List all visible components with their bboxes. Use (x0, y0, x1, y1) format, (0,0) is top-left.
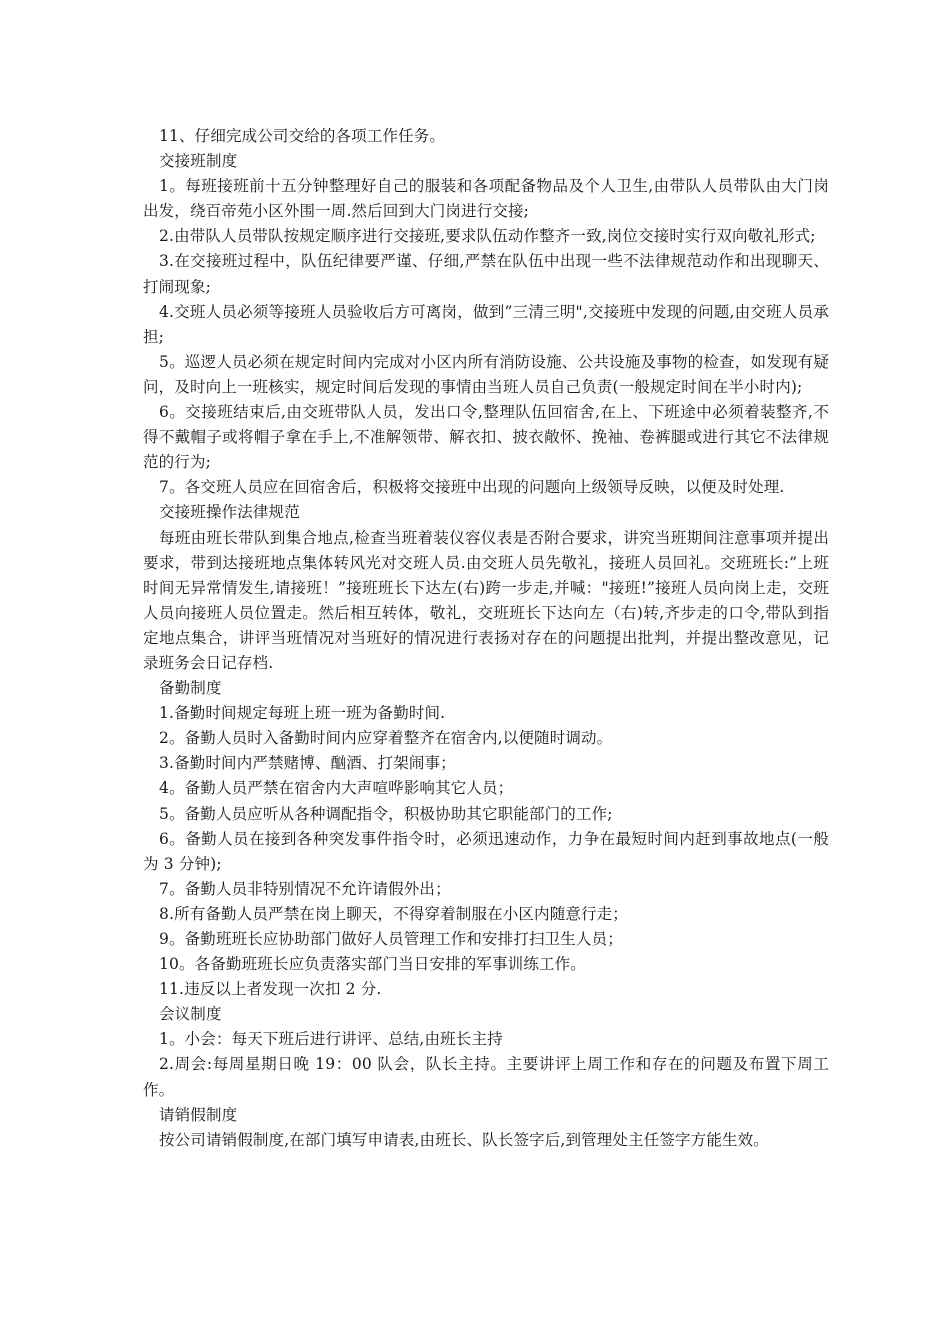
section-heading: 交接班操作法律规范 (159, 503, 300, 522)
section-heading: 交接班制度 (159, 152, 238, 171)
document-body (143, 124, 829, 1153)
paragraph: 1。每班接班前十五分钟整理好自己的服装和各项配备物品及个人卫生,由带队人员带队由大门岗出发，绕百帝苑小区外围一周.然后回到大门岗进行交接; (143, 177, 829, 221)
paragraph: 5。巡逻人员必须在规定时间内完成对小区内所有消防设施、公共设施及事物的检查，如发现有疑问，及时向上一班核实，规定时间后发现的事情由当班人员自己负责(一般规定时间在半小时内); (143, 352, 829, 396)
section-heading: 请销假制度 (159, 1105, 238, 1124)
paragraph: 6。交接班结束后,由交班带队人员，发出口令,整理队伍回宿舍,在上、下班途中必须着装整齐,不得不戴帽子或将帽子拿在手上,不准解领带、解衣扣、披衣敞怀、挽袖、卷裤腿或进行其它不法律规范的行为; (143, 403, 829, 472)
section-heading: 会议制度 (159, 1005, 222, 1024)
paragraph: 7。各交班人员应在回宿舍后，积极将交接班中出现的问题向上级领导反映，以便及时处理. (159, 478, 785, 497)
paragraph: 4。备勤人员严禁在宿舍内大声喧哗影响其它人员； (159, 779, 514, 798)
paragraph: 6。备勤人员在接到各种突发事件指令时，必须迅速动作，力争在最短时间内赶到事故地点(一般为 3 分钟); (143, 829, 829, 873)
paragraph: 3.备勤时间内严禁赌博、酗酒、打架闹事； (159, 754, 456, 773)
paragraph: 2.由带队人员带队按规定顺序进行交接班,要求队伍动作整齐一致,岗位交接时实行双向敬礼形式; (159, 227, 816, 246)
paragraph: 10。各备勤班班长应负责落实部门当日安排的军事训练工作。 (159, 955, 586, 974)
paragraph: 1.备勤时间规定每班上班一班为备勤时间. (159, 704, 446, 723)
paragraph: 4.交班人员必须等接班人员验收后方可离岗，做到”三清三明",交接班中发现的问题,由交班人员承担; (143, 302, 829, 346)
paragraph: 9。备勤班班长应协助部门做好人员管理工作和安排打扫卫生人员； (159, 930, 623, 948)
section-heading: 备勤制度 (159, 679, 222, 698)
paragraph: 11、仔细完成公司交给的各项工作任务。 (159, 127, 446, 145)
paragraph: 2。备勤人员时入备勤时间内应穿着整齐在宿舍内,以便随时调动。 (159, 729, 613, 748)
paragraph: 每班由班长带队到集合地点,检查当班着装仪容仪表是否附合要求，讲究当班期间注意事项并提出要求，带到达接班地点集体转风光对交班人员.由交班人员先敬礼，接班人员回礼。交班班长:”上班时间无异常情发生,请接班！”接班班长下达左(右)跨一步走,并喊："接班!”接班人员向岗上走，交班人员向接班人员位置走。然后相互转体，敬礼，交班班长下达向左（右)转,齐步走的口令,带队到指定地点集合，讲评当班情况对当班好的情况进行表扬对存在的问题提出批判，并提出整改意见，记录班务会日记存档. (143, 528, 829, 672)
paragraph: 2.周会:每周星期日晚 19：00 队会，队长主持。主要讲评上周工作和存在的问题及布置下周工作。 (143, 1055, 829, 1099)
paragraph: 8.所有备勤人员严禁在岗上聊天，不得穿着制服在小区内随意行走； (159, 904, 628, 923)
paragraph: 7。备勤人员非特别情况不允许请假外出； (159, 879, 451, 898)
paragraph: 3.在交接班过程中，队伍纪律要严谨、仔细,严禁在队伍中出现一些不法律规范动作和出现聊天、打闹现象; (143, 252, 829, 296)
paragraph: 11.违反以上者发现一次扣 2 分. (159, 980, 382, 999)
paragraph: 5。备勤人员应听从各种调配指令，积极协助其它职能部门的工作; (159, 804, 613, 823)
paragraph: 1。小会：每天下班后进行讲评、总结,由班长主持 (159, 1030, 503, 1049)
paragraph: 按公司请销假制度,在部门填写申请表,由班长、队长签字后,到管理处主任签字方能生效。 (159, 1130, 769, 1149)
